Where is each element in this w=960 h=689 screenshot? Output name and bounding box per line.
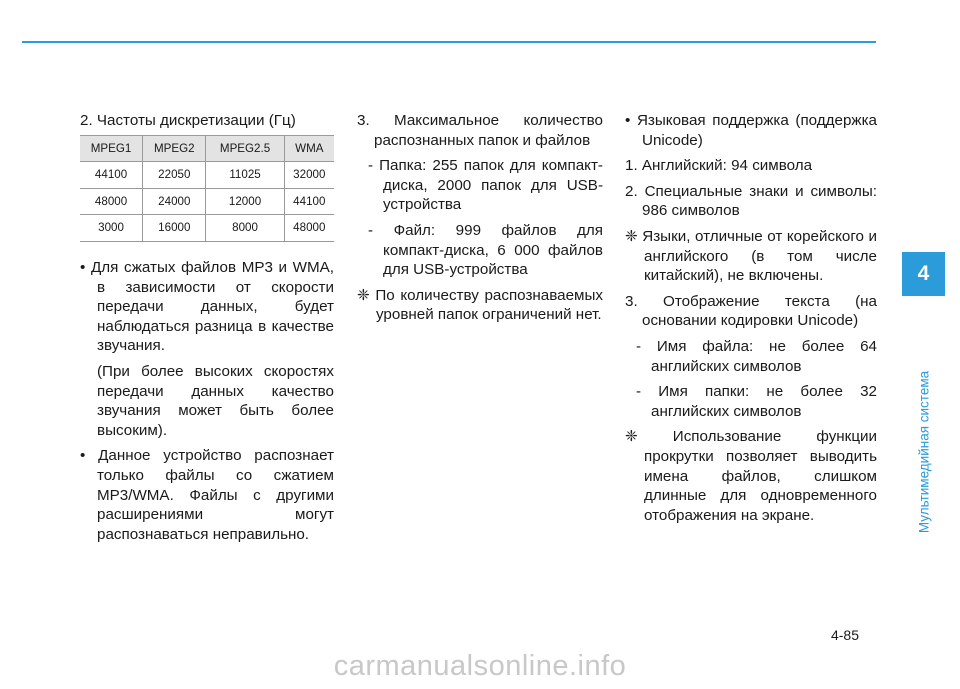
header-cell: MPEG2.5 [206,135,284,162]
table-cell: 44100 [80,162,143,189]
bitrate-bullet-cont: (При более высоких скоростях передачи данных качество звучания может быть более высоким). [97,362,334,439]
chapter-title: Мультимедийная система [916,370,932,534]
header-cell: WMA [284,135,334,162]
column-middle [357,111,603,325]
page-number: 4-85 [830,627,859,643]
table-cell: 22050 [143,162,206,189]
table-cell: 8000 [206,215,284,242]
table-cell: 48000 [80,188,143,215]
table-row [80,215,334,242]
format-bullet: • Данное устройство распознает только файлы со сжатием MP3/WMA. Файлы с другими расширениями могут распознаваться неправильно. [80,447,334,543]
table-cell: 32000 [284,162,334,189]
folder-name-subitem: - Имя папки: не более 32 английских символов [636,383,877,420]
english-item: 1. Английский: 94 символа [625,157,813,175]
table-cell: 24000 [143,188,206,215]
scroll-note: ❈ Использование функции прокрутки позволяет выводить имена файлов, слишком длинные для одновременного отображения на экране. [625,428,877,524]
table-cell: 3000 [80,215,143,242]
table-cell: 16000 [143,215,206,242]
table-cell: 48000 [284,215,334,242]
table-row [80,188,334,215]
table-cell: 11025 [206,162,284,189]
language-bullet: • Языковая поддержка (поддержка Unicode) [625,112,877,149]
levels-note: ❈ По количеству распознаваемых уровней папок ограничений нет. [357,286,603,324]
file-name-subitem: - Имя файла: не более 64 английских символов [636,337,877,375]
max-folders-item: 3. Максимальное количество распознанных папок и файлов [357,112,603,149]
chapter-tab: 4 [902,252,945,296]
folders-subitem: - Папка: 255 папок для компакт-диска, 2000 папок для USB-устройства [368,157,603,214]
top-rule [22,41,876,43]
column-right [625,111,877,525]
files-subitem: - Файл: 999 файлов для компакт-диска, 6 000 файлов для USB-устройства [368,221,603,279]
languages-note: ❈ Языки, отличные от корейского и английского (в том числе китайский), не включены. [625,227,877,285]
sampling-heading: 2. Частоты дискретизации (Гц) [80,112,296,129]
header-cell: MPEG1 [80,135,143,162]
table-header-row [80,135,334,162]
bitrate-bullet: • Для сжатых файлов MP3 и WMA, в зависимости от скорости передачи данных, будет наблюдаться разница в качестве звучания. [80,258,334,355]
special-chars-item: 2. Специальные знаки и символы: 986 символов [625,182,877,220]
table-cell: 12000 [206,188,284,215]
column-left [80,111,334,544]
table-cell: 44100 [284,188,334,215]
watermark: carmanualsonline.info [333,650,627,682]
text-display-item: 3. Отображение текста (на основании кодировки Unicode) [625,292,877,330]
header-cell: MPEG2 [143,135,206,162]
sampling-table [80,135,334,242]
table-row [80,162,334,189]
